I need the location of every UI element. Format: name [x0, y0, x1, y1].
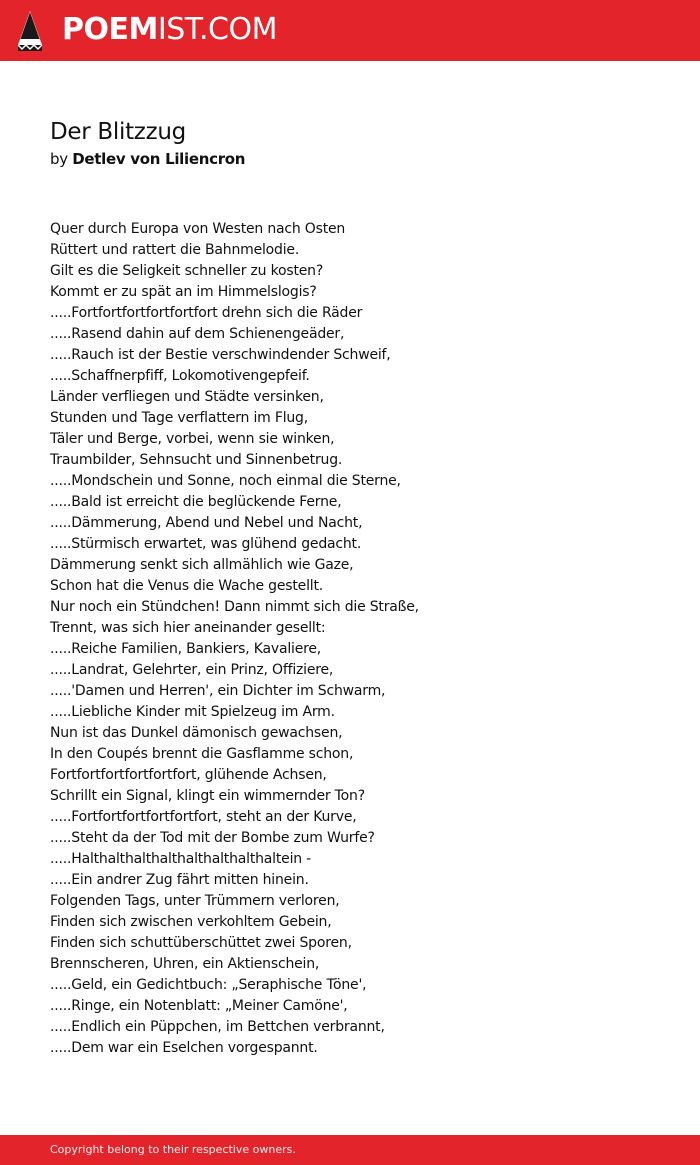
poem-line: Nun ist das Dunkel dämonisch gewachsen,	[50, 725, 343, 741]
poem-line: Kommt er zu spät an im Himmelslogis?	[50, 284, 317, 300]
poem-line: .....Schaffnerpfiff, Lokomotivengepfeif.	[50, 368, 310, 384]
poem-line: .....Ringe, ein Notenblatt: „Meiner Camöne',	[50, 998, 348, 1014]
poem-line: .....Fortfortfortfortfortfort drehn sich die Räder	[50, 305, 363, 321]
poem-line: Länder verfliegen und Städte versinken,	[50, 389, 324, 405]
poem-line: .....Bald ist erreicht die beglückende Ferne,	[50, 494, 342, 510]
poem-line: Finden sich schuttüberschüttet zwei Sporen,	[50, 935, 352, 951]
byline	[50, 149, 245, 169]
poem-line: .....Geld, ein Gedichtbuch: „Seraphische Töne',	[50, 977, 367, 993]
site-footer	[0, 1135, 700, 1165]
poem-line: Schon hat die Venus die Wache gestellt.	[50, 578, 323, 594]
poem-line: .....Fortfortfortfortfortfort, steht an der Kurve,	[50, 809, 357, 825]
poem-body	[50, 219, 670, 1059]
poem-line: Rüttert und rattert die Bahnmelodie.	[50, 242, 300, 258]
poem-line: .....Mondschein und Sonne, noch einmal die Sterne,	[50, 473, 401, 489]
poem-line: .....Ein andrer Zug fährt mitten hinein.	[50, 872, 309, 888]
copyright-text: Copyright belong to their respective owners.	[50, 1143, 296, 1156]
poem-line: .....Stürmisch erwartet, was glühend gedacht.	[50, 536, 362, 552]
poem-line: .....Rasend dahin auf dem Schienengeäder,	[50, 326, 345, 342]
poem-line: .....Landrat, Gelehrter, ein Prinz, Offiziere,	[50, 662, 334, 678]
poem-line: Dämmerung senkt sich allmählich wie Gaze,	[50, 557, 354, 573]
poem-line: Fortfortfortfortfortfort, glühende Achsen,	[50, 767, 327, 783]
poem-line: In den Coupés brennt die Gasflamme schon,	[50, 746, 354, 762]
poem-line: .....Dem war ein Eselchen vorgespannt.	[50, 1040, 318, 1056]
poem-line: Trennt, was sich hier aneinander gesellt:	[50, 620, 326, 636]
poem-line: .....Rauch ist der Bestie verschwindender Schweif,	[50, 347, 391, 363]
site-brand-link[interactable]	[62, 12, 277, 48]
by-label: by	[50, 150, 68, 168]
poem-line: Finden sich zwischen verkohltem Gebein,	[50, 914, 332, 930]
poem-line: .....Dämmerung, Abend und Nebel und Nacht,	[50, 515, 363, 531]
poem-line: Traumbilder, Sehnsucht und Sinnenbetrug.	[50, 452, 343, 468]
poem-line: Nur noch ein Stündchen! Dann nimmt sich die Straße,	[50, 599, 419, 615]
poem-line: .....Endlich ein Püppchen, im Bettchen verbrannt,	[50, 1019, 385, 1035]
poem-line: .....Halthalthalthalthalthalthalthaltein -	[50, 851, 312, 867]
poem-title: Der Blitzzug	[50, 119, 186, 145]
poem-line: Gilt es die Seligkeit schneller zu kosten?	[50, 263, 324, 279]
poem-line: .....Reiche Familien, Bankiers, Kavaliere,	[50, 641, 322, 657]
poem-line: Quer durch Europa von Westen nach Osten	[50, 221, 346, 237]
author-name: Detlev von Liliencron	[72, 150, 246, 168]
poem-line: .....'Damen und Herren', ein Dichter im Schwarm,	[50, 683, 386, 699]
brand-bold-text: POEM	[62, 12, 158, 47]
poem-line: .....Steht da der Tod mit der Bombe zum Wurfe?	[50, 830, 375, 846]
poem-line: Folgenden Tags, unter Trümmern verloren,	[50, 893, 340, 909]
site-header	[0, 0, 700, 61]
poem-line: Schrillt ein Signal, klingt ein wimmernder Ton?	[50, 788, 365, 804]
poem-line: Täler und Berge, vorbei, wenn sie winken,	[50, 431, 335, 447]
brand-light-text: IST.COM	[157, 12, 277, 47]
poem-line: Stunden und Tage verflattern im Flug,	[50, 410, 308, 426]
poem-line: .....Liebliche Kinder mit Spielzeug im Arm.	[50, 704, 335, 720]
poem-line: Brennscheren, Uhren, ein Aktienschein,	[50, 956, 320, 972]
pencil-tip-icon[interactable]	[18, 11, 42, 51]
